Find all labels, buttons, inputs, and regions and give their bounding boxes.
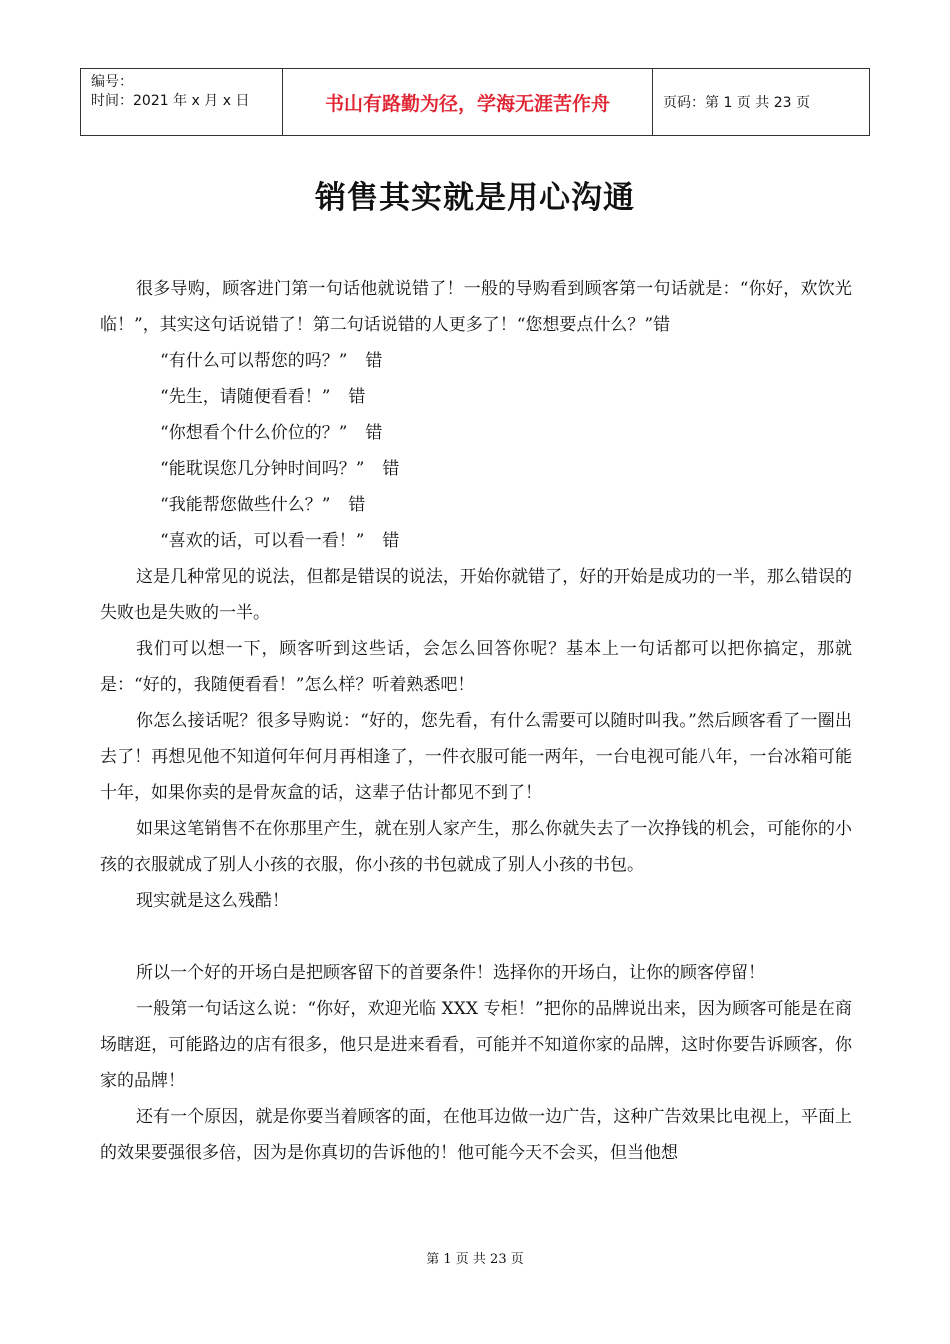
quote-text: “喜欢的话，可以看一看！” [160,531,365,551]
quote-text: “有什么可以帮您的吗？” [160,351,348,371]
page-footer: 第 1 页 共 23 页 [426,1252,524,1267]
quote-line [100,343,852,379]
quote-line [100,523,852,559]
blank-line [100,919,852,955]
time-label: 时间：2021 年 x 月 x 日 [91,93,250,109]
paragraph: 现实就是这么残酷！ [136,891,289,911]
quote-line [100,379,852,415]
number-label: 编号： [91,74,133,90]
quote-verdict: 错 [382,531,400,551]
quote-text: “能耽误您几分钟时间吗？” [160,459,365,479]
quote-line [100,415,852,451]
paragraph: 所以一个好的开场白是把顾客留下的首要条件！选择你的开场白，让你的顾客停留！ [136,963,765,983]
paragraph: 还有一个原因，就是你要当着顾客的面，在他耳边做一边广告，这种广告效果比电视上，平面上的效果要强很多倍，因为是你真切的告诉他的！他可能今天不会买，但当他想 [100,1107,852,1163]
paragraph: 这是几种常见的说法，但都是错误的说法，开始你就错了，好的开始是成功的一半，那么错误的失败也是失败的一半。 [100,567,852,623]
header-table [80,68,870,136]
quote-text: “我能帮您做些什么？” [160,495,331,515]
quote-text: “你想看个什么价位的？” [160,423,348,443]
quote-line [100,451,852,487]
quote-verdict: 错 [348,495,366,515]
paragraph: 我们可以想一下，顾客听到这些话，会怎么回答你呢？基本上一句话都可以把你搞定，那就是：“好的，我随便看看！”怎么样？听着熟悉吧！ [100,639,852,695]
header-motto: 书山有路勤为径，学海无涯苦作舟 [283,69,653,135]
quote-verdict: 错 [365,351,383,371]
header-page-info: 页码：第 1 页 共 23 页 [663,95,810,111]
paragraph: 一般第一句话这么说：“你好，欢迎光临 XXX 专柜！”把你的品牌说出来，因为顾客可能是在商场瞎逛，可能路边的店有很多，他只是进来看看，可能并不知道你家的品牌，这时你要告诉顾客，你家的品牌！ [100,999,852,1091]
quote-line [100,487,852,523]
paragraph: 如果这笔销售不在你那里产生，就在别人家产生，那么你就失去了一次挣钱的机会，可能你的小孩的衣服就成了别人小孩的衣服，你小孩的书包就成了别人小孩的书包。 [100,819,852,875]
document-title: 销售其实就是用心沟通 [315,180,635,216]
quote-verdict: 错 [348,387,366,407]
paragraph: 很多导购，顾客进门第一句话他就说错了！一般的导购看到顾客第一句话就是：“你好，欢饮光临！”，其实这句话说错了！第二句话说错的人更多了！“您想要点什么？”错 [100,279,852,335]
document-body [100,271,852,1171]
quote-text: “先生，请随便看看！” [160,387,331,407]
quote-verdict: 错 [382,459,400,479]
paragraph: 你怎么接话呢？很多导购说：“好的，您先看，有什么需要可以随时叫我。”然后顾客看了一圈出去了！再想见他不知道何年何月再相逢了，一件衣服可能一两年，一台电视可能八年，一台冰箱可能十年，如果你卖的是骨灰盒的话，这辈子估计都见不到了！ [100,711,852,803]
quote-verdict: 错 [365,423,383,443]
header-meta [81,69,283,135]
